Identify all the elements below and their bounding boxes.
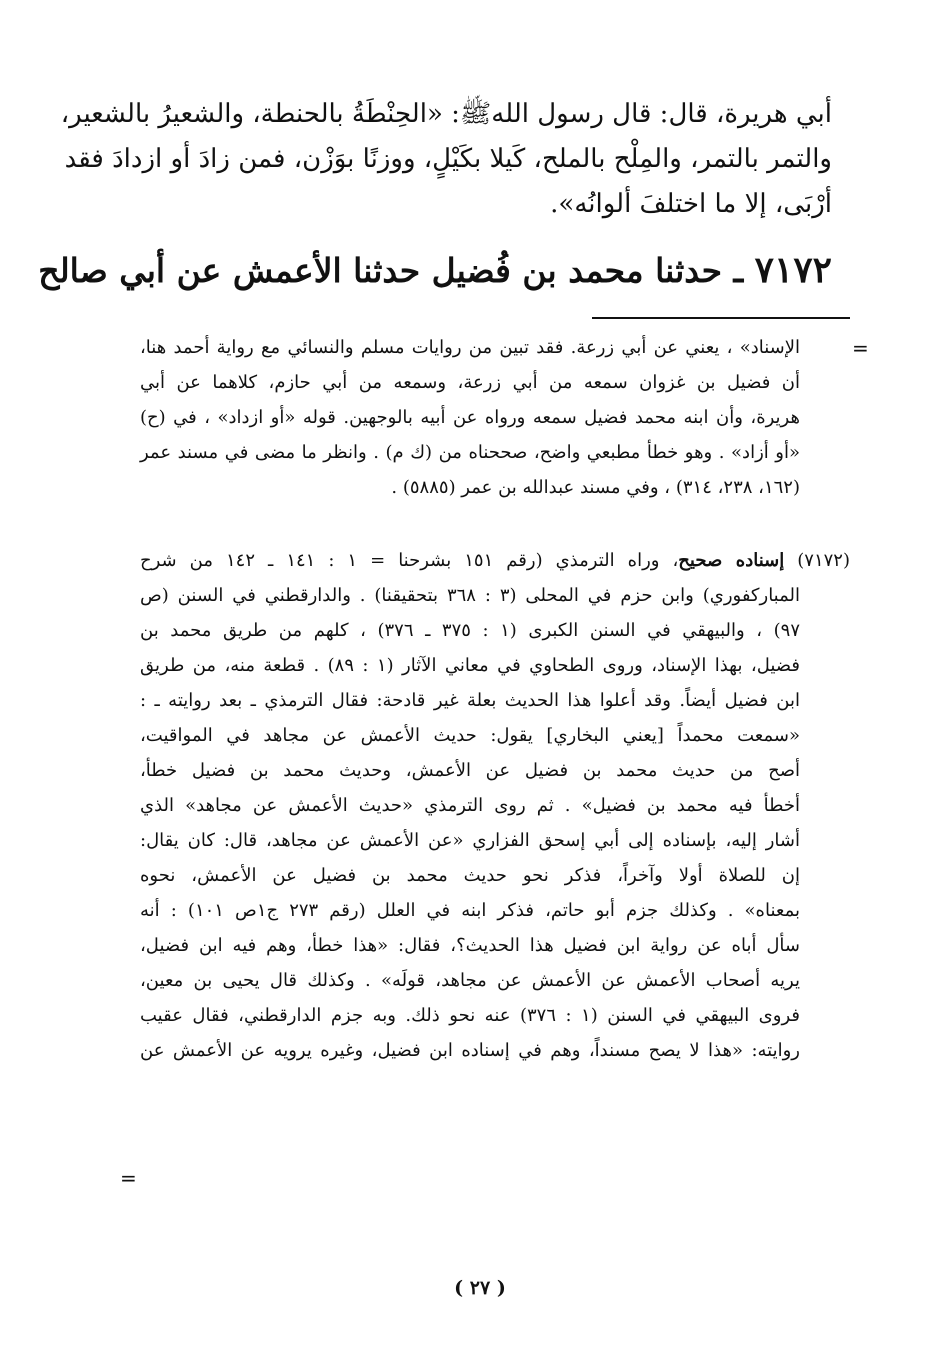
main-text-line-1: أبي هريرة، قال: قال رسول اللهﷺ: «الحِنْطَةُ بالحنطة، والشعيرُ بالشعير، xyxy=(60,99,832,129)
footnote-number: (٧١٧٢) xyxy=(797,550,850,571)
footnote-7172-line-2: المباركفوري) وابن حزم في المحلى (٣ : ٣٦٨ بتحقيقنا) . والدارقطني في السنن (ص xyxy=(140,585,800,606)
footnote-7172-line-5: ابن فضيل أيضاً. وقد أعلوا هذا الحديث بعلة غير قادحة: فقال الترمذي ـ بعد روايته ـ : xyxy=(140,690,800,711)
footnote-7172 xyxy=(140,543,850,1068)
footnote-7172-line-6: «سمعت محمداً [يعني البخاري] يقول: حديث الأعمش عن مجاهد في المواقيت، xyxy=(140,725,800,746)
hadith-chain: ـ حدثنا محمد بن فُضيل حدثنا الأعمش عن أبي صالح xyxy=(38,251,744,290)
footnote-7172-line-1 xyxy=(140,543,850,578)
footnote-continuation-line-4: «أو أزاد» . وهو خطأ مطبعي واضح، صححناه من (ك م) . وانظر ما مضى في مسند عمر xyxy=(140,442,800,463)
footnote-7172-line-8: أخطأ فيه محمد بن فضيل» . ثم روى الترمذي «حديث الأعمش عن مجاهد» الذي xyxy=(140,795,800,816)
page-number: ( ٢٧ ) xyxy=(454,1277,506,1299)
footnote-7172-line-12: سأل أباه عن رواية ابن فضيل هذا الحديث؟، فقال: «هذا خطأ، وهم فيه ابن فضيل، xyxy=(140,935,800,956)
hadith-number: ٧١٧٢ xyxy=(754,249,832,291)
footnote-7172-line-7: أصح من حديث محمد بن فضيل عن الأعمش، وحديث محمد بن فضيل خطأ، xyxy=(140,760,800,781)
footnote-continuation-line-2: أن فضيل بن غزوان سمعه من أبي زرعة، وسمعه من أبي حازم، كلاهما عن أبي xyxy=(140,372,800,393)
footnote-7172-line-4: فضيل، بهذا الإسناد، وروى الطحاوي في معاني الآثار (١ : ٨٩) . قطعة منه، من طريق xyxy=(140,655,800,676)
footnote-7172-line-14: فروى البيهقي في السنن (١ : ٣٧٦) عنه نحو ذلك. وبه جزم الدارقطني، فقال عقيب xyxy=(140,1005,801,1026)
footnote-continues-mark-bottom: = xyxy=(120,1166,137,1190)
footnote-continuation xyxy=(140,330,850,505)
footnote-continuation-line-5: (١٦٢، ٢٣٨، ٣١٤) ، وفي مسند عبدالله بن عمر (٥٨٨٥) . xyxy=(391,477,800,498)
footnote-7172-line-15: روايته: «هذا لا يصح مسنداً، وهم في إسناده ابن فضيل، وغيره يرويه عن الأعمش عن xyxy=(140,1040,800,1061)
footnote-continuation-line-3: هريرة، وأن ابنه محمد فضيل سمعه ورواه عن أبيه بالوجهين. قوله «أو ازداد» ، في (ح) xyxy=(140,407,800,428)
footnote-7172-line-11: بمعناه» . وكذلك جزم أبو حاتم، فذكر ابنه في العلل (رقم ٢٧٣ ج١ص ١٠١) : أنه xyxy=(140,900,801,921)
footnote-continued-mark-top: = xyxy=(852,336,869,360)
footnote-7172-line-10: إن للصلاة أولا وآخراً، فذكر نحو حديث محمد بن فضيل عن الأعمش، نحوه xyxy=(140,865,800,886)
footnote-7172-line-1-text: ، وراه الترمذي (رقم ١٥١ بشرحنا = ١ : ١٤١ ـ ١٤٢ من شرح xyxy=(140,550,679,571)
main-text-line-3: أرْبَى، إلا ما اختلفَ ألوانُه». xyxy=(550,189,832,219)
footnote-7172-line-13: يريه أصحاب الأعمش عن الأعمش عن مجاهد، قولَه» . وكذلك قال يحيى بن معين، xyxy=(140,970,800,991)
footnote-7172-line-3: ٩٧) ، والبيهقي في السنن الكبرى (١ : ٣٧٥ ـ ٣٧٦) ، كلهم من طريق محمد بن xyxy=(140,620,800,641)
main-text-line-2: والتمر بالتمر، والمِلْح بالملح، كَيلا بكَيْلٍ، ووزنًا بوَزْن، فمن زادَ أو ازدادَ فقد xyxy=(64,144,832,174)
footnote-continuation-line-1: الإسناد» ، يعني عن أبي زرعة. فقد تبين من روايات مسلم والنسائي مع رواية أحمد هنا، xyxy=(140,337,800,358)
footnote-separator-rule xyxy=(592,317,850,319)
footnote-label: إسناده صحيح xyxy=(678,550,785,571)
main-hadith-text xyxy=(60,92,832,227)
hadith-heading xyxy=(38,240,832,300)
footnote-7172-line-9: أشار إليه، بإسناده إلى أبي إسحق الفزاري «عن الأعمش عن مجاهد، قال: كان يقال: xyxy=(140,830,800,851)
